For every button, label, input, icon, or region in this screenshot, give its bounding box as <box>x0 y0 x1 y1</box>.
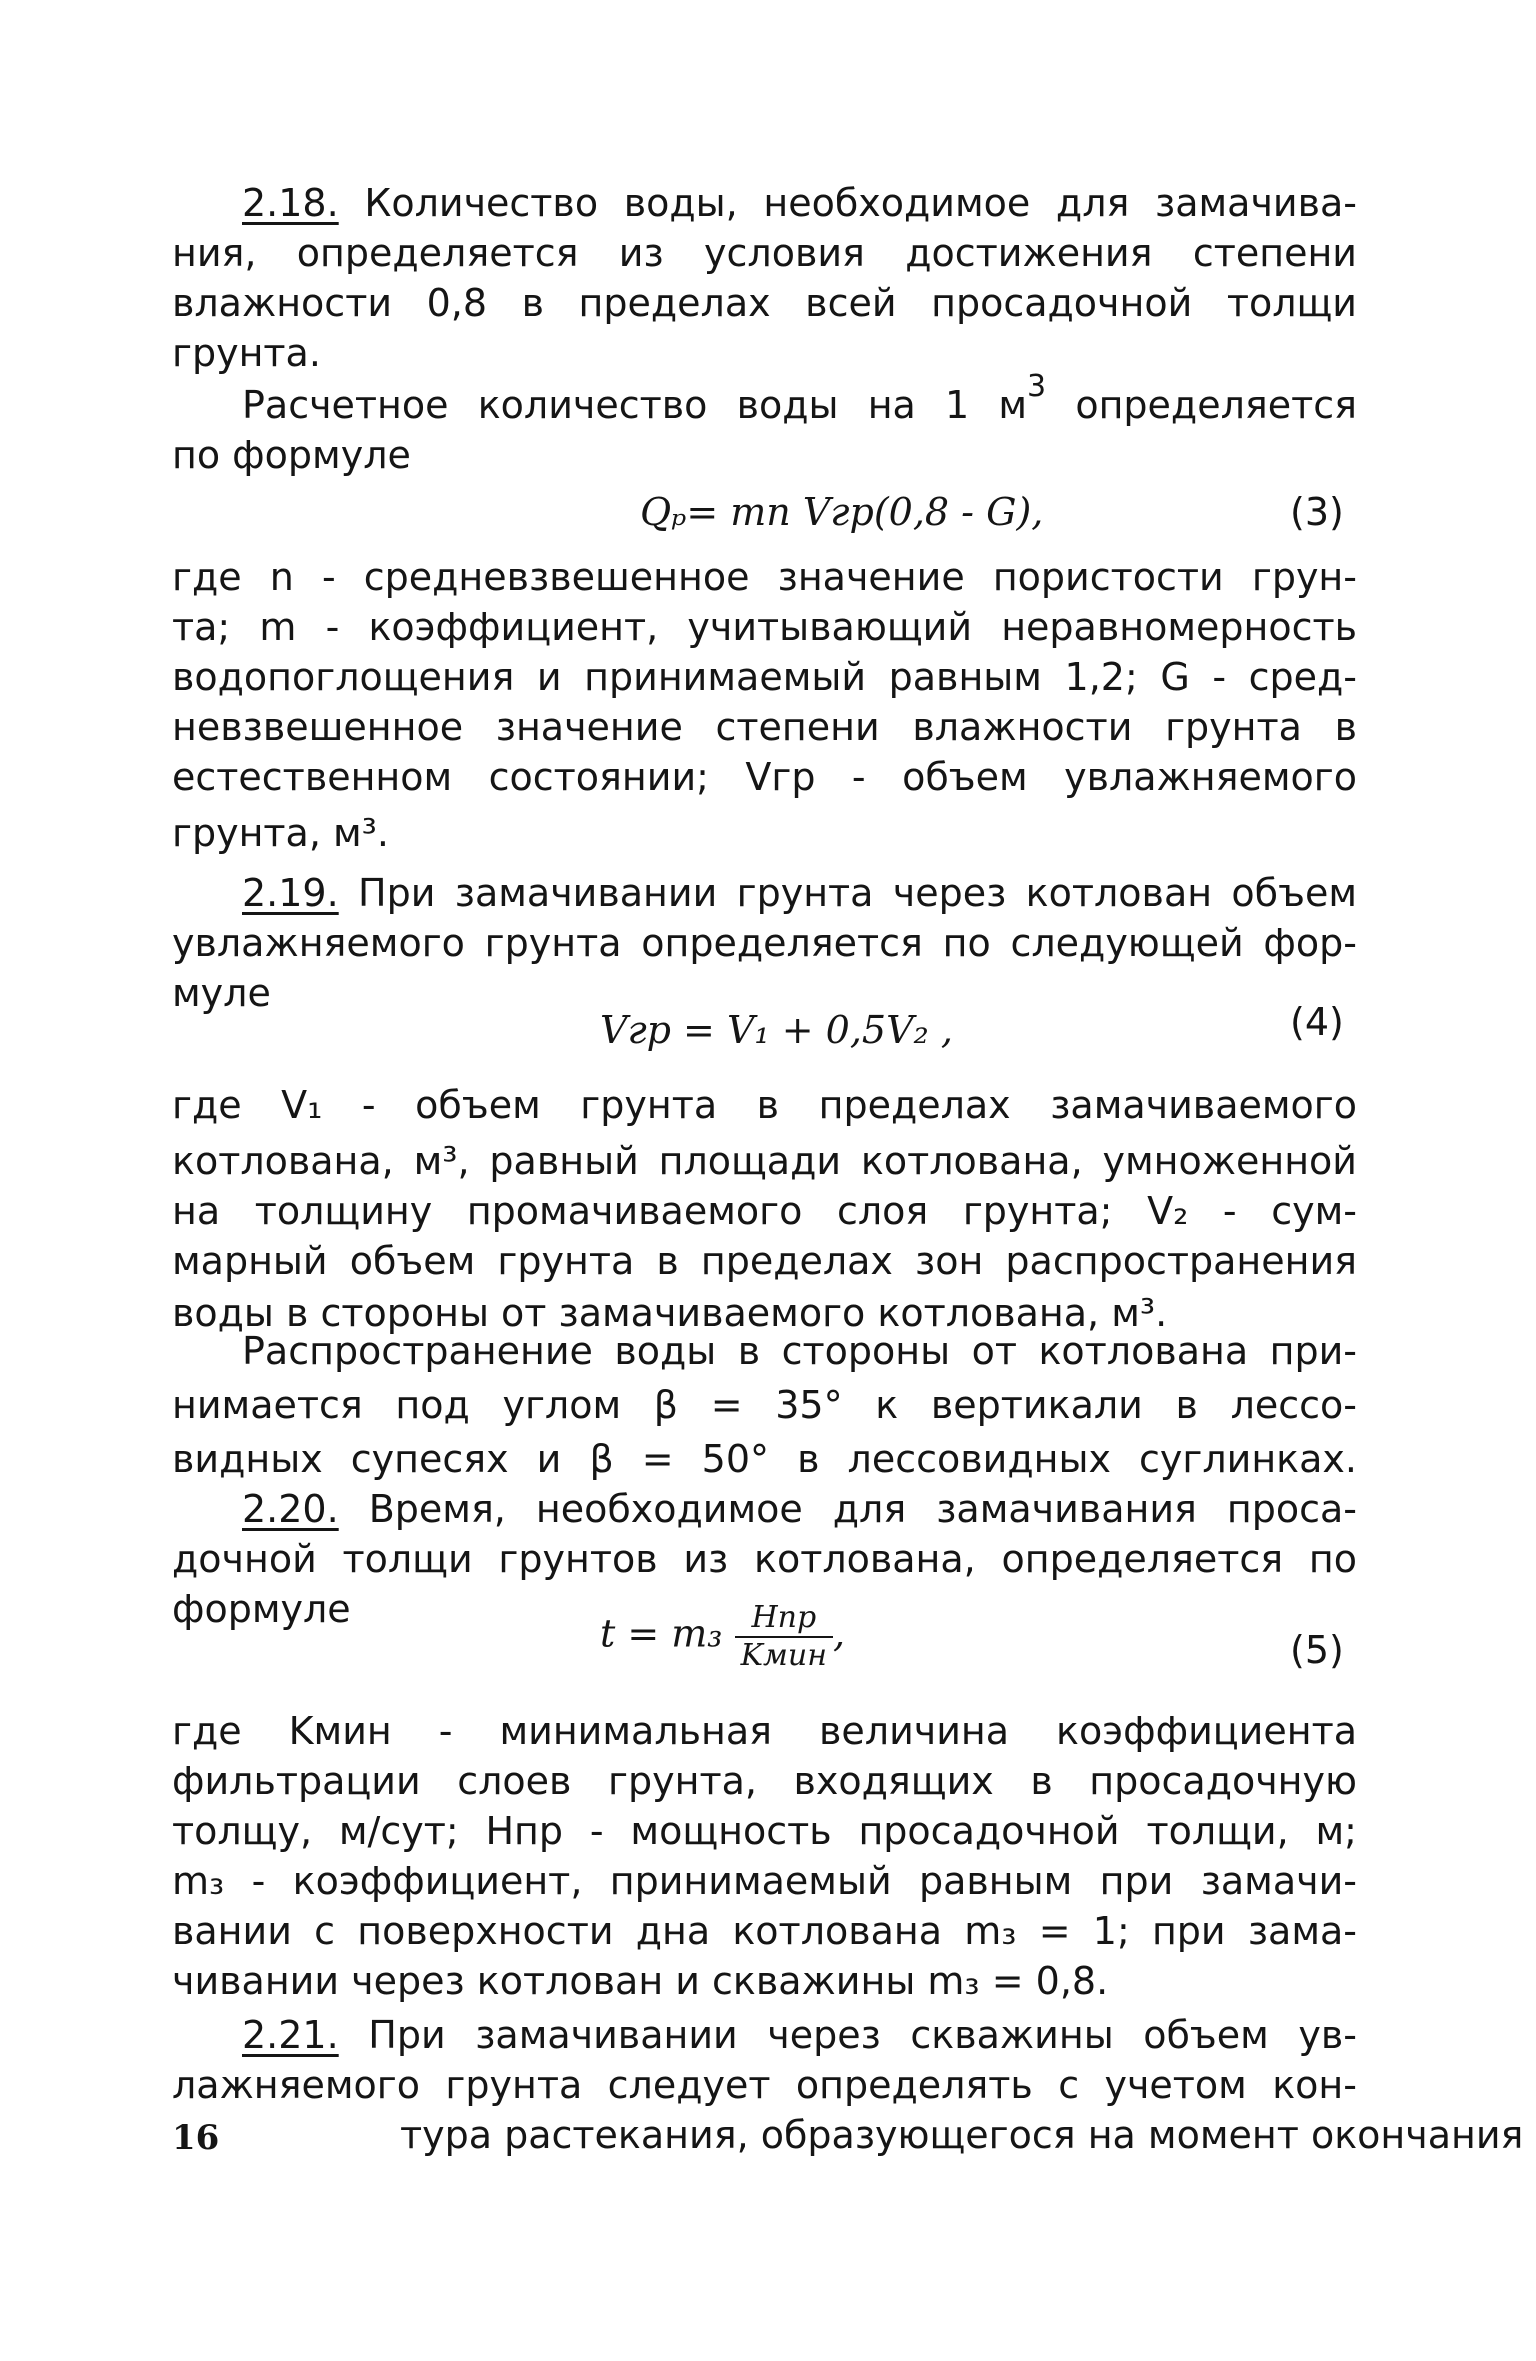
para-8-line-5: вании с поверхности дна котлована m₃ = 1; при зама- <box>172 1909 1357 1953</box>
formula-tail: , <box>833 1611 846 1656</box>
para-2-21-line-2: лажняемого грунта следует определять с учетом кон- <box>172 2063 1357 2107</box>
para-3-line-3: водопоглощения и принимаемый равным 1,2; G - сред- <box>172 655 1357 699</box>
fraction-denominator: Kмин <box>740 1638 828 1673</box>
para-2-18-line-4: грунта. <box>172 331 321 375</box>
para-5-line-4: марный объем грунта в пределах зон распространения <box>172 1239 1357 1283</box>
page-number: 16 <box>172 2118 220 2158</box>
para-6-line-1: Распространение воды в стороны от котлована при- <box>242 1329 1357 1373</box>
para-2-18-line-2: ния, определяется из условия достижения степени <box>172 231 1357 275</box>
para-5-line-3: на толщину промачиваемого слоя грунта; V₂ - сум- <box>172 1189 1357 1233</box>
para-3-line-6: грунта, м³. <box>172 811 389 855</box>
para-8-line-1: где Kмин - минимальная величина коэффициента <box>172 1709 1357 1753</box>
formula-3: Qₚ= mn Vгр(0,8 - G), <box>640 490 1044 534</box>
para-2-18-line-1 <box>242 178 1357 228</box>
para-5-line-2: котлована, м³, равный площади котлована, умноженной <box>172 1139 1357 1183</box>
para-8-line-2: фильтрации слоев грунта, входящих в просадочную <box>172 1759 1357 1803</box>
formula-5 <box>600 1600 845 1674</box>
para-2-20-line-1 <box>242 1484 1357 1534</box>
para-2-18-line-3: влажности 0,8 в пределах всей просадочной толщи <box>172 281 1357 325</box>
para-8-line-6: чивании через котлован и скважины m₃ = 0,8. <box>172 1959 1109 2003</box>
section-number: 2.18. <box>242 181 339 225</box>
para-8-line-3: толщу, м/сут; Hпр - мощность просадочной толщи, м; <box>172 1809 1357 1853</box>
para-8-line-4: m₃ - коэффициент, принимаемый равным при замачи- <box>172 1859 1357 1903</box>
para-5-line-1: где V₁ - объем грунта в пределах замачиваемого <box>172 1083 1357 1127</box>
para-calc-line-2: по формуле <box>172 433 411 477</box>
equation-number-4: (4) <box>1290 1000 1344 1044</box>
para-3-line-2: та; m - коэффициент, учитывающий неравномерность <box>172 605 1357 649</box>
para-2-20-line-2: дочной толщи грунтов из котлована, определяется по <box>172 1537 1357 1581</box>
para-6-line-3: видных супесях и β = 50° в лессовидных суглинках. <box>172 1437 1357 1481</box>
text-span: Время, необходимое для замачивания проса- <box>368 1487 1357 1531</box>
section-number: 2.21. <box>242 2013 339 2057</box>
para-6-line-2: нимается под углом β = 35° к вертикали в лессо- <box>172 1383 1357 1427</box>
section-number: 2.20. <box>242 1487 339 1531</box>
para-3-line-5: естественном состоянии; Vгр - объем увлажняемого <box>172 755 1357 799</box>
para-2-20-line-3: формуле <box>172 1587 351 1631</box>
text-span: определяется <box>1075 383 1357 427</box>
para-3-line-1: где n - средневзвешенное значение пористости грун- <box>172 555 1357 599</box>
section-number: 2.19. <box>242 871 339 915</box>
para-2-21-line-1 <box>242 2010 1357 2060</box>
text-span: При замачивании через скважины объем ув- <box>368 2013 1357 2057</box>
para-2-21-line-3: тура растекания, образующегося на момент окончания <box>400 2113 1524 2157</box>
fraction-numerator: Hпр <box>735 1600 833 1638</box>
para-2-19-line-1 <box>242 868 1357 918</box>
para-3-line-4: невзвешенное значение степени влажности грунта в <box>172 705 1357 749</box>
para-2-19-line-2: увлажняемого грунта определяется по следующей фор- <box>172 921 1357 965</box>
text-span: Расчетное количество воды на 1 м <box>242 383 1028 427</box>
superscript: 3 <box>1027 369 1047 404</box>
equation-number-5: (5) <box>1290 1628 1344 1672</box>
text-span: При замачивании грунта через котлован объем <box>358 871 1357 915</box>
para-2-19-line-3: муле <box>172 971 271 1015</box>
formula-lhs: t = m₃ <box>600 1611 723 1656</box>
text-span: Количество воды, необходимое для замачива- <box>364 181 1357 225</box>
para-5-line-5: воды в стороны от замачиваемого котлована, м³. <box>172 1291 1168 1335</box>
equation-number-3: (3) <box>1290 490 1344 534</box>
formula-4: Vгр = V₁ + 0,5V₂ , <box>600 1008 953 1052</box>
para-calc-line-1 <box>242 369 1357 430</box>
fraction <box>735 1600 833 1674</box>
